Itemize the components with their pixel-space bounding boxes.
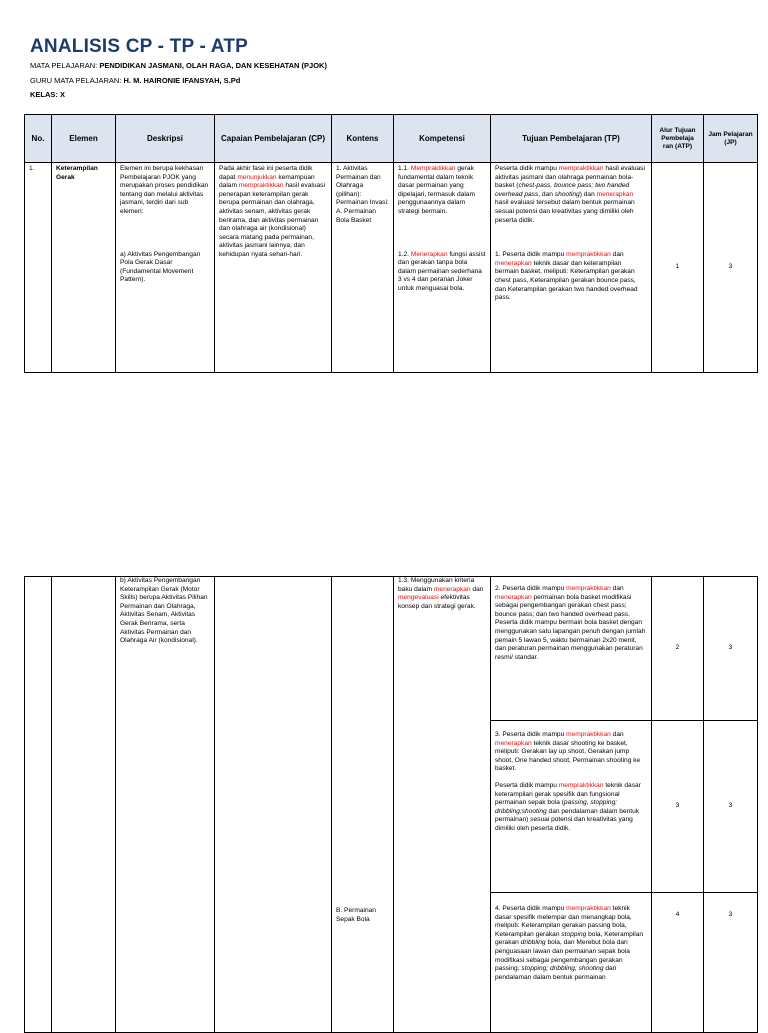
cell-jp-2: 3 [704,577,758,721]
tp-text: dan [610,251,624,259]
cell-atp-3: 3 [652,721,704,893]
tp-text: permainan bola basket modifikasi sebagai pengembangan gerakan chest pass; bounce pass; dan two handed overhead pass. Peserta didik mampu bermain bola basket dengan menggunakan satu lapangan penuh dengan jumlah pemain 5 lawan 5, waktu bermainan 2x20 menit, dan peraturan permainan menggunakan peraturan resmi/ standar. [495,593,646,661]
tp-highlight: menerapkan [495,259,532,267]
kompetensi-text: gerak fundamental dalam teknik dasar permainan yang dipelajari, termasuk dalam penggunaannya dalam strategi bermain. [398,165,475,215]
tp-item-1 [495,251,647,303]
cp-highlight: menunjukkan [237,173,277,181]
kompetensi-number: 1.2. [398,250,411,258]
subject-value: PENDIDIKAN JASMANI, OLAH RAGA, DAN KESEHATAN (PJOK) [99,61,327,70]
tp-highlight: mempraktikkan [566,905,611,912]
header-cp: Capaian Pembelajaran (CP) [215,115,332,163]
tp-intro [495,165,647,225]
header-konten: Kontens [332,115,394,163]
tp-italic: stopping [561,930,587,938]
header-jp: Jam Pelajaran (JP) [704,115,758,163]
konten-sepak-bola: B. Permainan Sepak Bola [336,907,376,923]
cell-kompetensi [394,577,491,1033]
cp-highlight: mempraktikkan [238,182,284,190]
class-line: KELAS: X [30,90,66,99]
cell-elemen-empty [52,577,116,1033]
table-header-row [25,115,758,163]
tp-text: teknik dasar dan keterampilan bermain basket, meliputi: Keterampilan gerakan chest pass, Keterampilan gerakan bounce pass, dan Keterampilan gerakan two handed overhead pass. [495,259,638,302]
header-tp: Tujuan Pembelajaran (TP) [491,115,652,163]
kompetensi-1-1 [398,165,486,217]
tp-italic: dribbling [520,939,546,947]
analysis-table-page1 [24,114,758,373]
tp-text: teknik dasar spesifik melempar dan menangkap bola, meliputi: Keterampilan gerakan passing bola, Keterampilan gerakan [495,905,632,938]
cell-atp-4: 4 [652,893,704,1033]
cp-text: hasil evaluasi penerapan keterampilan gerak berupa permainan dan olahraga, aktivitas senam, aktivitas gerak berirama, dan aktivitas permainan dan olahraga air (kondisional) secara matang pada permainan, aktivitas jasmani lainnya, dan kehidupan nyata sehari-hari. [219,182,325,258]
tp-text: dan pendalaman dalam bentuk permainan [495,965,617,981]
cp-text: Pada akhir fase ini peserta didik dapat [219,165,313,181]
cell-elemen: Keterampilan Gerak [52,163,116,373]
tp-text: hasil evaluasi aktivitas jasmani dan olahraga permainan bola-basket ( [495,165,645,190]
cell-tp [491,163,652,373]
cell-jp-3: 3 [704,721,758,893]
tp-highlight: menerapkan [596,190,634,198]
tp-italic: passing, stopping; dribbling;shooting [495,799,618,815]
tp-text: Peserta didik mampu [495,781,559,789]
header-no: No. [25,115,52,163]
kompetensi-text: efektivitas konsep dan strategi gerak. [398,594,476,610]
cell-tp-4 [491,893,652,1033]
page-title: ANALISIS CP - TP - ATP [30,36,248,57]
tp-text: bola, dan Merebut bola dari penguasaan lawan dan permainan sepak bola modifikasi sebagai pengembangan gerakan passing, [495,939,630,973]
teacher-label: GURU MATA PELAJARAN: [30,76,124,85]
tp-text: 2. Peserta didik mampu [495,585,567,592]
tp-text: hasil evaluasi tersebut dalam bentuk permainan sesuai potensi dan kreativitas yang dimiliki oleh peserta didik. [495,199,635,224]
tp-italic: stopping; dribbling; shooting [521,965,604,973]
kompetensi-highlight: mengevaluasi [398,594,439,602]
kompetensi-highlight: Mempraktikkan [410,165,456,172]
cell-no-empty [25,577,52,1033]
kompetensi-text: dan [470,585,484,593]
kompetensi-number: 1.1. [398,165,411,172]
tp-text: ) dan [579,190,597,198]
kompetensi-highlight: Menerapkan [410,250,448,258]
teacher-line [30,76,240,85]
tp-highlight: mempraktikkan [558,165,604,172]
cell-jp: 3 [704,163,758,373]
cell-no: 1. [25,163,52,373]
tp-highlight: mempraktikkan [558,781,604,789]
tp-text: teknik dasar keterampilan gerak spesifik dan fungsional permainan sepak bola ( [495,781,641,807]
tp-text: 3. Peserta didik mampu [495,731,567,738]
tp-highlight: menerapkan [495,593,532,601]
cell-atp-2: 2 [652,577,704,721]
tp-text: 1. Peserta didik mampu [495,251,567,259]
table-row [25,577,758,721]
tp-highlight: menerapkan [495,739,532,747]
tp-text: teknik dasar shooting ke basket, meliputi: Gerakan lay up shoot, Gerakan jump shoot, One handed shoot, Permainan shooting ke basket. [495,739,641,773]
cell-cp-empty [215,577,332,1033]
kompetensi-text: 1.3. Menggunakan kriteria baku dalam [398,577,475,593]
tp-text: , dan [538,190,555,198]
kompetensi-highlight: menerapkan [433,585,471,593]
kompetensi-1-2 [398,251,486,294]
tp-text: dan [610,585,624,592]
tp-italic: shooting [554,190,580,198]
header-atp: Alur Tujuan Pembelaja ran (ATP) [652,115,704,163]
cell-jp-4: 3 [704,893,758,1033]
subject-label: MATA PELAJARAN: [30,61,100,70]
deskripsi-subelement-a: a) Aktivitas Pengembangan Pola Gerak Dasar (Fundamental Movement Pattern). [120,250,201,284]
tp-sepak-bola [495,782,647,834]
subject-line [30,61,327,70]
cell-deskripsi [116,163,215,373]
deskripsi-text: Elemen ini berupa kekhasan Pembelajaran PJOK yang merupakan proses pendidikan tentang dan melalui aktivitas jasmani, terdiri dari sub elemen: [120,165,209,215]
tp-highlight: mempraktikkan [566,585,611,592]
header-kompetensi: Kompetensi [394,115,491,163]
cell-konten [332,577,394,1033]
cell-atp: 1 [652,163,704,373]
cell-konten: 1. Aktivitas Permainan dan Olahraga (pilihan): Permainan Invasi: A. Permainan Bola Basket [332,163,394,373]
tp-text: bola, Keterampilan gerakan [495,930,644,947]
cell-deskripsi: b) Aktivitas Pengembangan Keterampilan Gerak (Motor Skills) berupa Aktivitas Pilihan Permainan dan Olahraga, Aktivitas Senam, Aktivitas Gerak Berirama, serta Aktivitas Permainan dan Olahraga Air (kondisional). [116,577,215,1033]
header-deskripsi: Deskripsi [116,115,215,163]
teacher-value: H. M. HAIRONIE IFANSYAH, S.Pd [123,76,241,85]
kompetensi-text: fungsi assist dan gerakan tanpa bola dalam permainan sederhana 3 vs 4 dan peranan Joker untuk menguasai bola. [398,250,486,292]
tp-text: dan [610,731,624,738]
cell-tp-3 [491,721,652,893]
tp-highlight: mempraktikkan [566,251,611,259]
cp-text: kemampuan dalam [219,173,315,190]
tp-italic: chest-pass, bounce pass; two handed overhead pass [495,182,630,198]
table-row [25,163,758,373]
analysis-table-page2 [24,576,758,1033]
tp-text: 4. Peserta didik mampu [495,905,567,912]
tp-item-3 [495,731,647,774]
tp-text: Peserta didik mampu [495,165,559,172]
tp-highlight: mempraktikkan [566,731,611,738]
cell-cp [215,163,332,373]
cell-kompetensi [394,163,491,373]
cell-tp-2 [491,577,652,721]
tp-text: dan pendalaman dalam bentuk permainan) sesuai potensi dan kreativitas yang dimiliki oleh peserta didik. [495,807,640,832]
header-elemen: Elemen [52,115,116,163]
